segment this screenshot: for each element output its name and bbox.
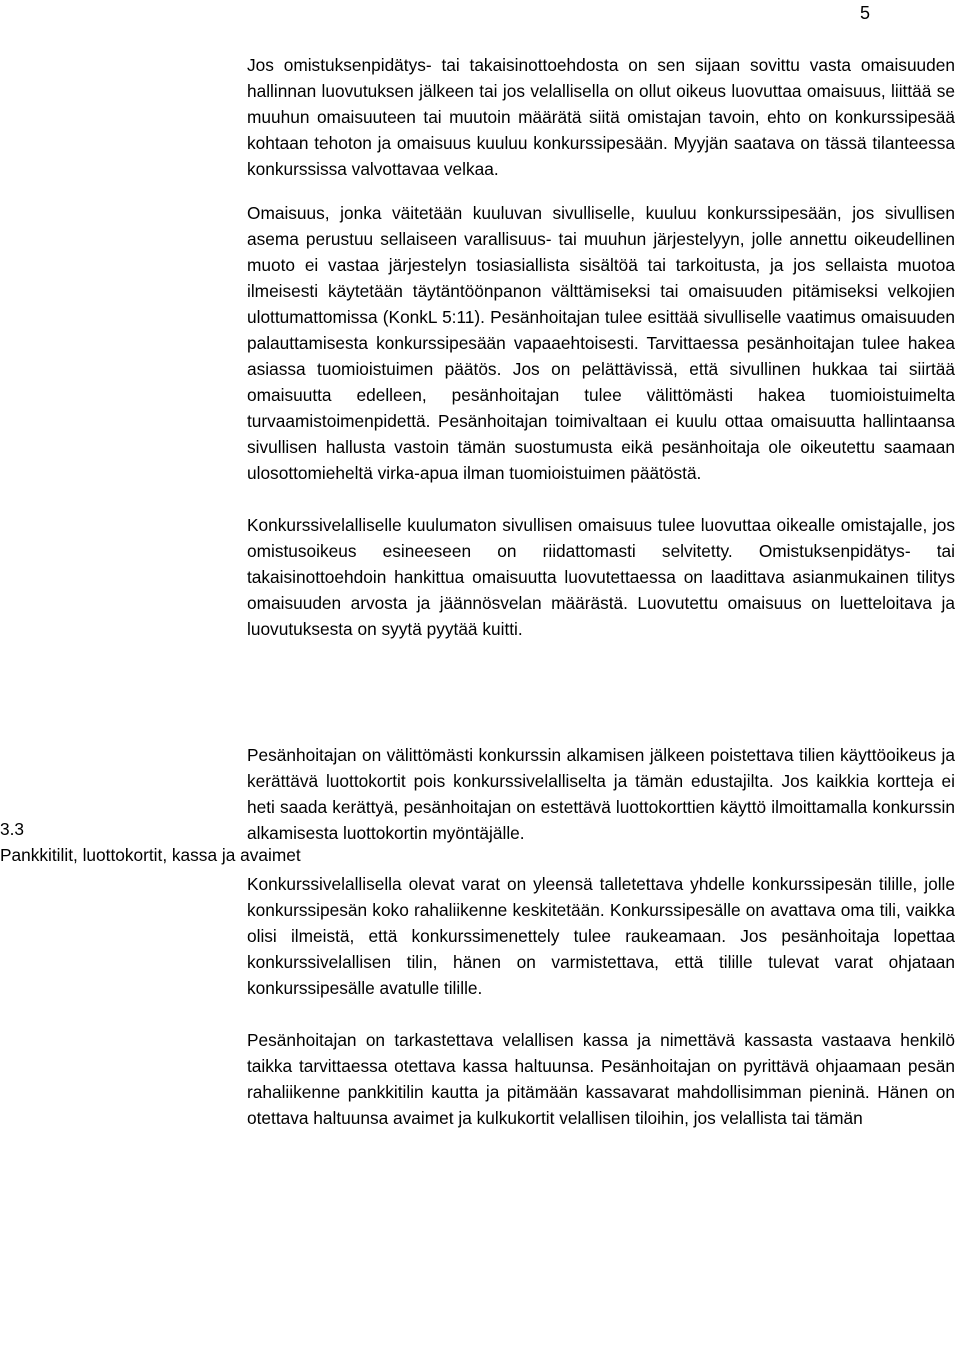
page-number: 5 [859,3,870,23]
section-number: 3.3 [0,819,25,839]
section-heading [0,816,301,868]
paragraph-1: Jos omistuksenpidätys- tai takaisinottoehdosta on sen sijaan sovittu vasta omaisuuden hallinnan luovutuksen jälkeen tai jos velallisella on ollut oikeus luovuttaa omaisuus, liittää se muuhun omaisuuteen tai muutoin määrätä siitä omistajan tavoin, ehto on konkurssipesää kohtaan tehoton ja omaisuus kuuluu konkurssipesään. Myyjän saatava on tässä tilanteessa konkurssissa valvottavaa velkaa. [247,55,955,179]
paragraph-5: Konkurssivelallisella olevat varat on yleensä talletettava yhdelle konkurssipesän tilille, jolle konkurssipesän koko rahaliikenne keskitetään. Konkurssipesälle on avattava oma tili, vaikka olisi ilmeistä, että konkurssimenettely tulee raukeamaan. Jos pesänhoitaja lopettaa konkurssivelallisen tilin, hänen on varmistettava, että tilille tulevat varat ohjataan konkurssipesälle avatulle tilille. [247,874,955,998]
paragraph-3: Konkurssivelalliselle kuulumaton sivullisen omaisuus tulee luovuttaa oikealle omistajalle, jos omistusoikeus esineeseen on riidattomasti selvitetty. Omistuksenpidätys- tai takaisinottoehdoin hankittua omaisuutta luovutettaessa on laadittava asianmukainen tilitys omaisuuden arvosta ja jäännösvelan määrästä. Luovutettu omaisuus on luetteloitava ja luovutuksesta on syytä pyytää kuitti. [247,515,955,639]
paragraph-4: Pesänhoitajan on välittömästi konkurssin alkamisen jälkeen poistettava tilien käyttöoikeus ja kerättävä luottokortit pois konkurssivelalliselta ja tämän edustajilta. Jos kaikkia kortteja ei heti saada kerättyä, pesänhoitajan on estettävä luottokorttien käyttö ilmoittamalla konkurssin alkamisesta luottokortin myöntäjälle. [247,745,955,843]
paragraph-6: Pesänhoitajan on tarkastettava velallisen kassa ja nimettävä kassasta vastaava henkilö taikka tarvittaessa otettava kassa haltuunsa. Pesänhoitajan on pyrittävä ohjaamaan pesän rahaliikenne pankkitilin kautta ja pitämään kassavarat mahdollisimman pieninä. Hänen on otettava haltuunsa avaimet ja kulkukortit velallisen tiloihin, jos velallista tai tämän [247,1030,955,1128]
paragraph-2: Omaisuus, jonka väitetään kuuluvan sivulliselle, kuuluu konkurssipesään, jos sivullisen asema perustuu sellaiseen varallisuus- tai muuhun järjestelyyn, jolle annettu oikeudellinen muoto ei vastaa järjestelyn tosiasiallista sisältöä tai tarkoitusta, ja jos sellaista muotoa ilmeisesti käytetään täytäntöönpanon välttämiseksi tai omaisuuden pitämiseksi velkojien ulottumattomissa (KonkL 5:11). Pesänhoitajan tulee esittää sivulliselle vaatimus omaisuuden palauttamisesta konkurssipesään vapaaehtoisesti. Tarvittaessa pesänhoitajan tulee hakea asiassa tuomioistuimen päätös. Jos on pelättävissä, että sivullinen hukkaa tai siirtää omaisuutta edelleen, pesänhoitajan tulee välittömästi hakea tuomioistuimelta turvaamistoimenpidettä. Pesänhoitajan toimivaltaan ei kuulu ottaa omaisuutta hallintaansa sivullisen hallusta vastoin tämän suostumusta eikä pesänhoitaja ole oikeutettu saamaan ulosottomieheltä virka-apua ilman tuomioistuimen päätöstä. [247,203,955,483]
body-text-column [247,52,955,1131]
section-title: Pankkitilit, luottokortit, kassa ja avaimet [0,845,301,865]
